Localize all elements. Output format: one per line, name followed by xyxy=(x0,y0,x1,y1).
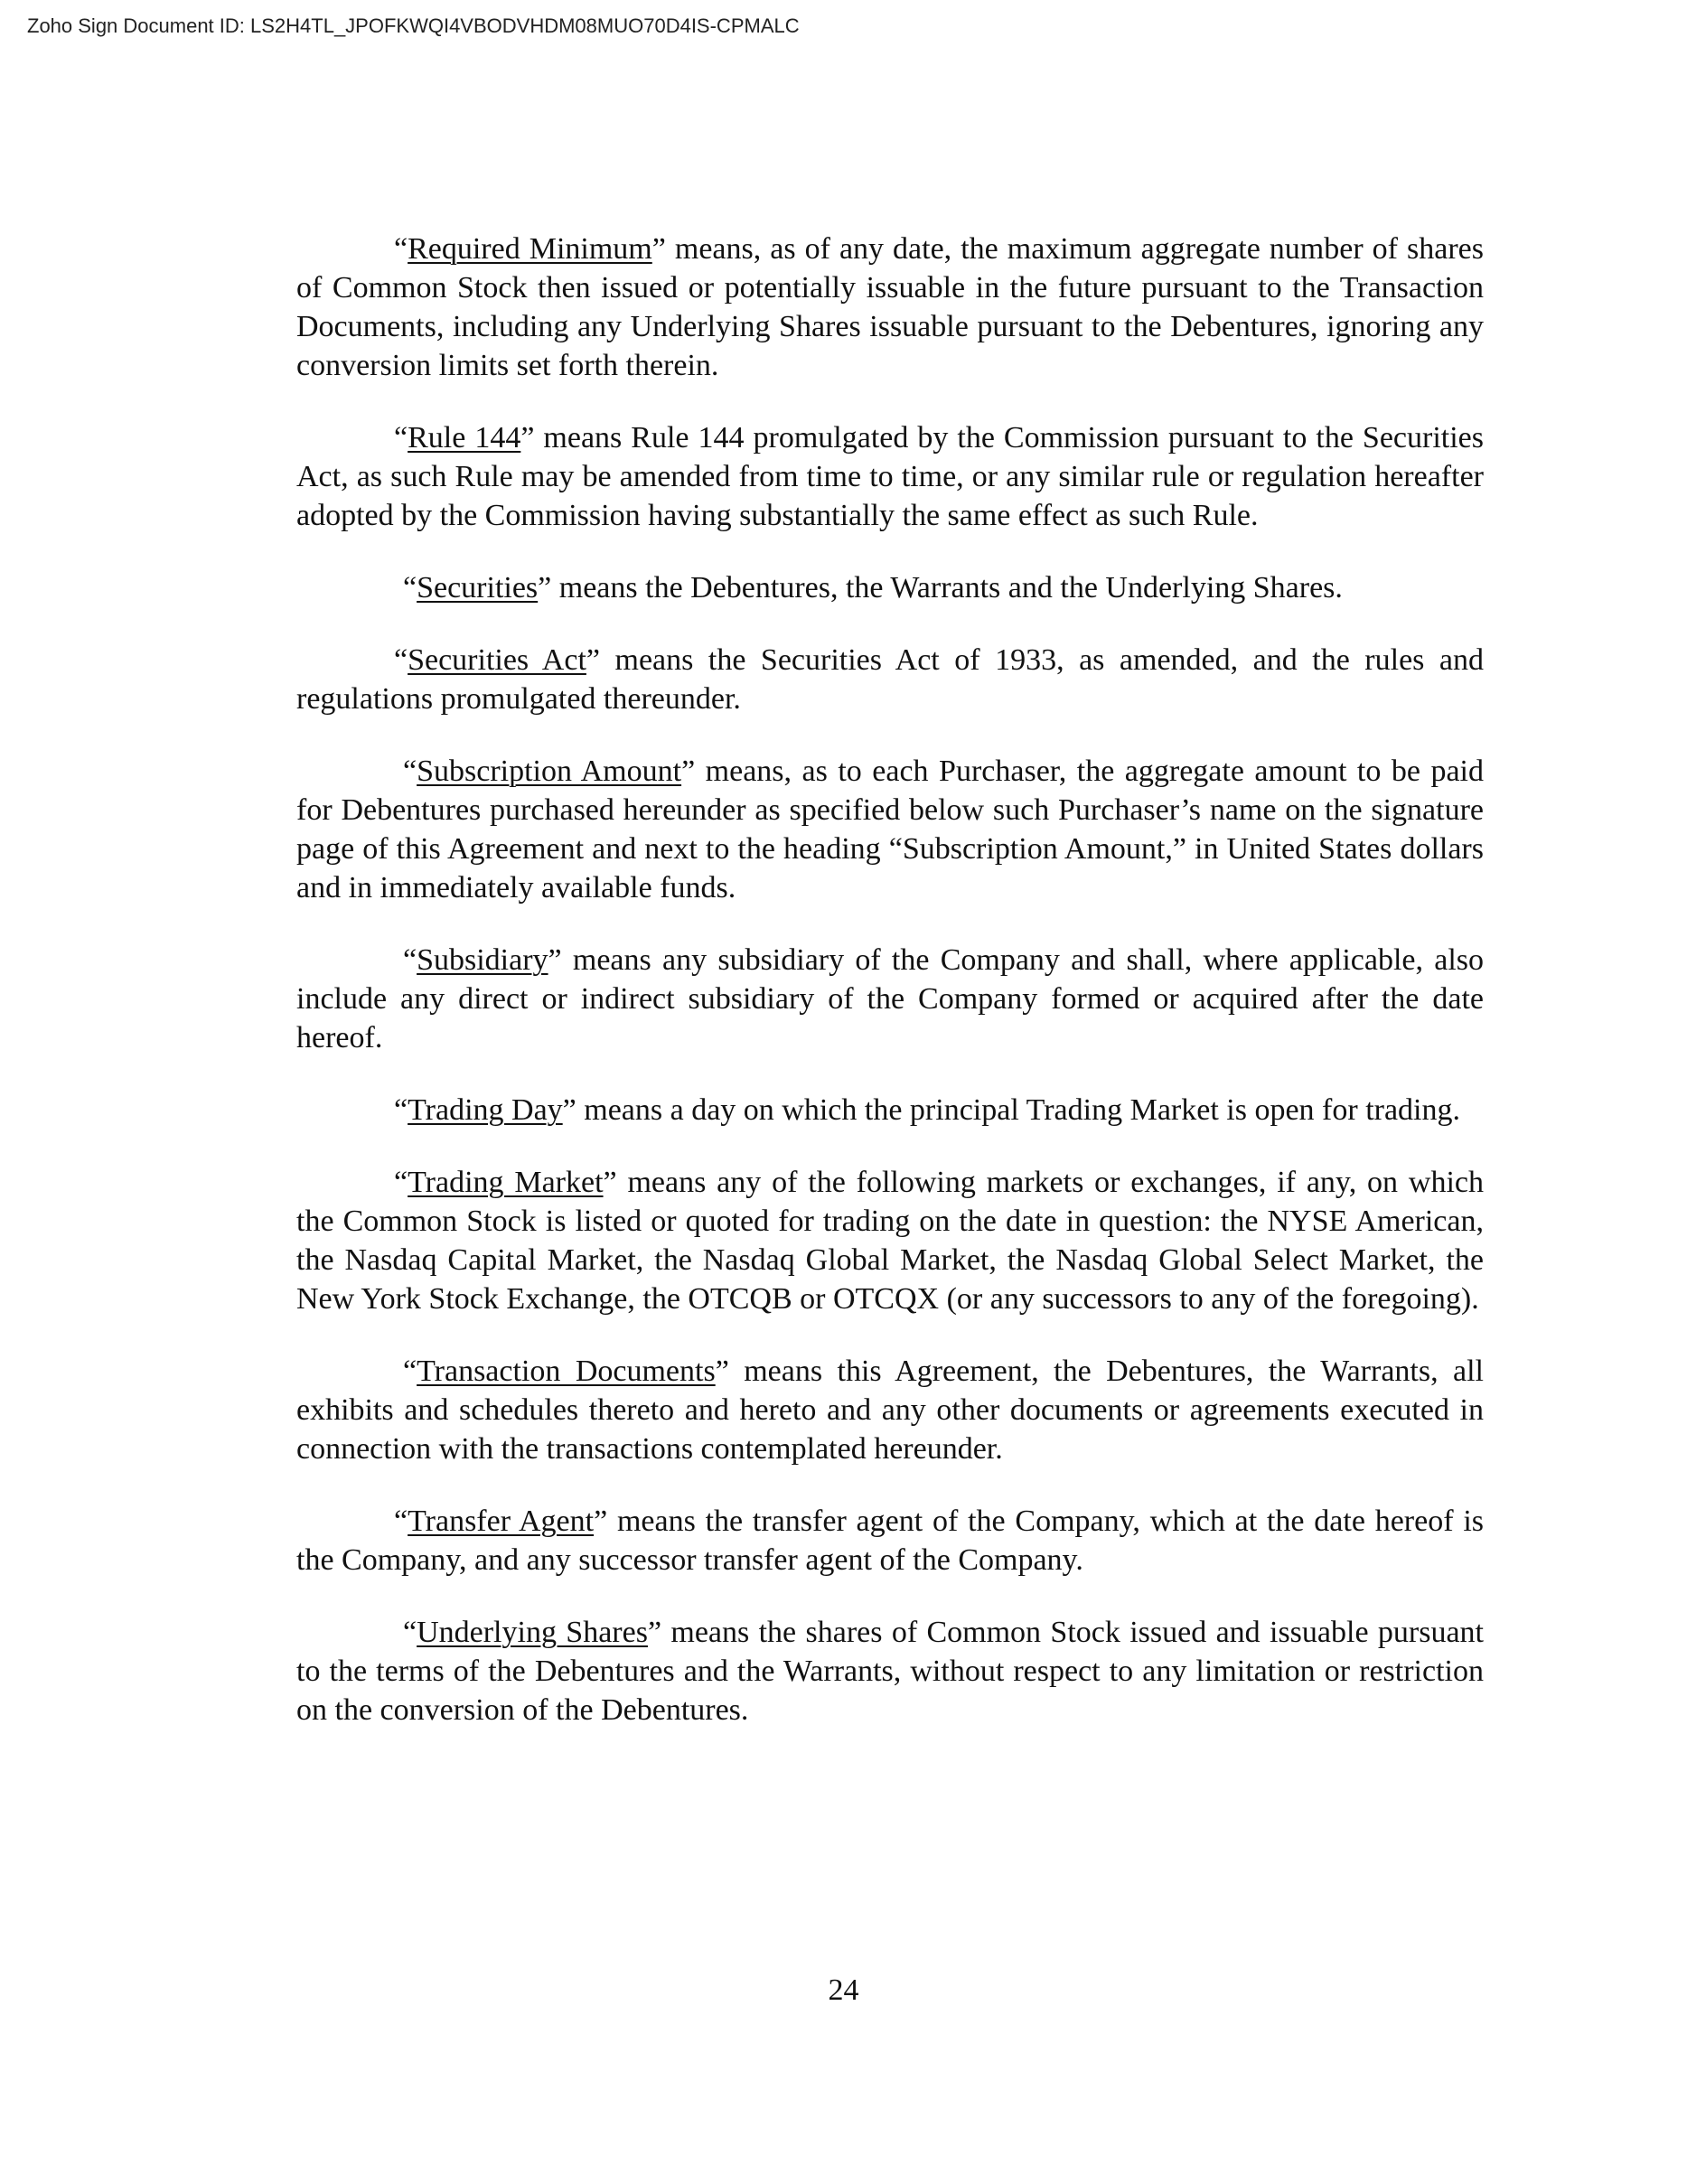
open-quote: “ xyxy=(403,1616,417,1649)
definition-text: ” means the transfer agent of the Company, which at the date hereof is the Company, and any successor transfer agent of the Company. xyxy=(296,1504,1484,1577)
definition-text: ” means any of the following markets or exchanges, if any, on which the Common Stock is listed or quoted for trading on the date in question: the NYSE American, the Nasdaq Capital Market, the Nasdaq Global Market, the Nasdaq Global Select Market, the New York Stock Exchange, the OTCQB or OTCQX (or any successors to any of the foregoing). xyxy=(296,1166,1484,1316)
defined-term: Rule 144 xyxy=(408,421,521,455)
open-quote: “ xyxy=(394,421,408,455)
defined-term: Securities xyxy=(417,571,539,605)
definition-transfer-agent xyxy=(296,1502,1484,1579)
open-quote: “ xyxy=(394,1504,408,1538)
open-quote: “ xyxy=(394,232,408,266)
definition-text: ” means this Agreement, the Debentures, the Warrants, all exhibits and schedules thereto and hereto and any other documents or agreements executed in connection with the transactions contemplated hereunder. xyxy=(296,1354,1484,1466)
document-id-header: Zoho Sign Document ID: LS2H4TL_JPOFKWQI4VBODVHDM08MUO70D4IS-CPMALC xyxy=(27,14,800,37)
page-number: 24 xyxy=(828,1973,859,2007)
definition-rule-144 xyxy=(296,418,1484,535)
definition-text: ” means any subsidiary of the Company and shall, where applicable, also include any direct or indirect subsidiary of the Company formed or acquired after the date hereof. xyxy=(296,943,1484,1055)
open-quote: “ xyxy=(394,1093,408,1127)
definition-trading-day xyxy=(296,1091,1484,1129)
defined-term: Subscription Amount xyxy=(417,755,682,788)
definition-text: ” means, as to each Purchaser, the aggregate amount to be paid for Debentures purchased hereunder as specified below such Purchaser’s name on the signature page of this Agreement and next to the heading “Subscription Amount,” in United States dollars and in immediately available funds. xyxy=(296,755,1484,905)
defined-term: Subsidiary xyxy=(417,943,548,977)
definition-text: ” means Rule 144 promulgated by the Commission pursuant to the Securities Act, as such Rule may be amended from time to time, or any similar rule or regulation hereafter adopted by the Commission having substantially the same effect as such Rule. xyxy=(296,421,1485,532)
definition-text: ” means the Securities Act of 1933, as amended, and the rules and regulations promulgated thereunder. xyxy=(296,643,1484,716)
open-quote: “ xyxy=(403,755,417,788)
defined-term: Trading Market xyxy=(408,1166,604,1199)
definition-text: ” means the Debentures, the Warrants and the Underlying Shares. xyxy=(538,571,1343,605)
open-quote: “ xyxy=(403,943,417,977)
definition-transaction-documents xyxy=(296,1352,1484,1468)
definition-securities xyxy=(296,568,1484,607)
definition-securities-act xyxy=(296,641,1484,718)
definition-subscription-amount xyxy=(296,752,1484,907)
definition-text: ” means the shares of Common Stock issued and issuable pursuant to the terms of the Debentures and the Warrants, without respect to any limitation or restriction on the conversion of the Debentures. xyxy=(296,1616,1484,1727)
defined-term: Transaction Documents xyxy=(417,1354,716,1388)
definition-required-minimum xyxy=(296,230,1484,385)
definition-trading-market xyxy=(296,1163,1484,1318)
defined-term: Required Minimum xyxy=(408,232,652,266)
defined-term: Trading Day xyxy=(408,1093,563,1127)
definitions-section xyxy=(296,230,1484,1763)
defined-term: Securities Act xyxy=(408,643,586,677)
open-quote: “ xyxy=(403,571,417,605)
definition-subsidiary xyxy=(296,941,1484,1057)
open-quote: “ xyxy=(403,1354,417,1388)
definition-text: ” means a day on which the principal Trading Market is open for trading. xyxy=(562,1093,1460,1127)
open-quote: “ xyxy=(394,1166,408,1199)
open-quote: “ xyxy=(394,643,408,677)
defined-term: Transfer Agent xyxy=(408,1504,595,1538)
definition-text: ” means, as of any date, the maximum aggregate number of shares of Common Stock then issued or potentially issuable in the future pursuant to the Transaction Documents, including any Underlying Shares issuable pursuant to the Debentures, ignoring any conversion limits set forth therein. xyxy=(296,232,1484,382)
defined-term: Underlying Shares xyxy=(417,1616,648,1649)
definition-underlying-shares xyxy=(296,1613,1484,1729)
